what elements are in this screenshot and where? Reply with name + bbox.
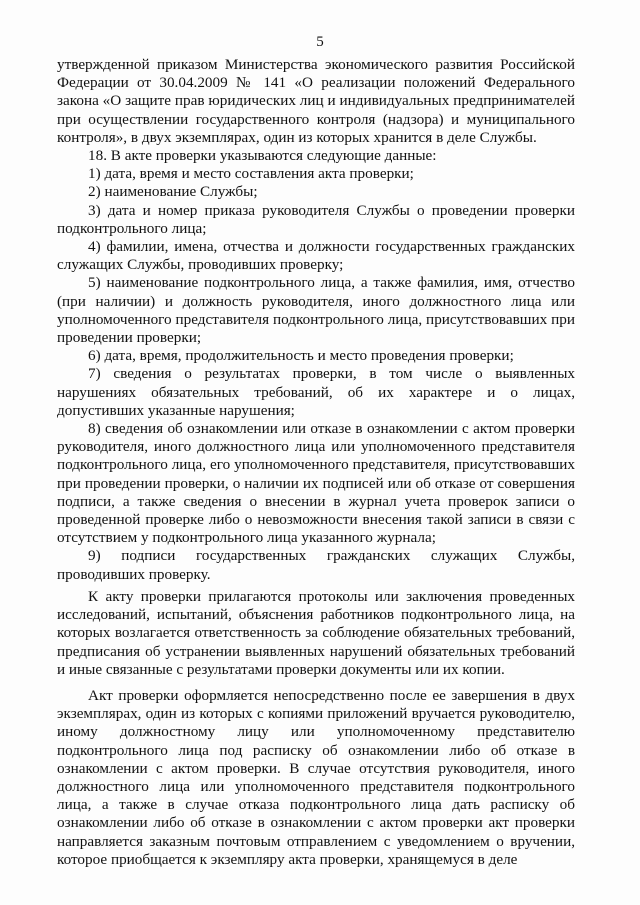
list-item-7: 7) сведения о результатах проверки, в том числе о выявленных нарушениях обязательных требований, об их характере и о лицах, допустивших указанные нарушения;	[57, 365, 575, 419]
list-item-2: 2) наименование Службы;	[88, 183, 258, 201]
list-item-8: 8) сведения об ознакомлении или отказе в ознакомлении с актом проверки руководителя, иного должностного лица или уполномоченного представителя подконтрольного лица, его уполномоченного представителя, присутствовавших при проведении проверки, о наличии их подписей или об отказе от совершения подписи, а также сведения о внесении в журнал учета проверок записи о проведенной проверке либо о невозможности внесения такой записи в связи с отсутствием у подконтрольного лица указанного журнала;	[57, 420, 575, 547]
list-item-3: 3) дата и номер приказа руководителя Службы о проведении проверки подконтрольного лица;	[57, 201, 575, 237]
list-item-5: 5) наименование подконтрольного лица, а также фамилия, имя, отчество (при наличии) и должность руководителя, иного должностного лица или уполномоченного представителя подконтрольного лица, присутствовавших при проведении проверки;	[57, 274, 575, 347]
paragraph-item-18: 18. В акте проверки указываются следующие данные:	[88, 147, 437, 165]
paragraph-attachments: К акту проверки прилагаются протоколы или заключения проведенных исследований, испытаний, объяснения работников подконтрольного лица, на которых возлагается ответственность за соблюдение обязательных требований, предписания об устранении выявленных нарушений обязательных требований и иные связанные с результатами проверки документы или их копии.	[57, 587, 575, 678]
paragraph-intro: утвержденной приказом Министерства экономического развития Российской Федерации от 30.04.2009 № 141 «О реализации положений Федерального закона «О защите прав юридических лиц и индивидуальных предпринимателей при осуществлении государственного контроля (надзора) и муниципального контроля», в двух экземплярах, один из которых хранится в деле Службы.	[57, 56, 575, 146]
paragraph-formalization: Акт проверки оформляется непосредственно после ее завершения в двух экземплярах, один из которых с копиями приложений вручается руководителю, иному должностному лицу или уполномоченному представителю подконтрольного лица под расписку об ознакомлении либо об отказе в ознакомлении с актом проверки. В случае отсутствия руководителя, иного должностного лица или уполномоченного представителя подконтрольного лица, а также в случае отказа подконтрольного лица дать расписку об ознакомлении либо об отказе в ознакомлении с актом проверки акт проверки направляется заказным почтовым отправлением с уведомлением о вручении, которое приобщается к экземпляру акта проверки, хранящемуся в деле	[57, 686, 575, 868]
list-item-1: 1) дата, время и место составления акта проверки;	[88, 165, 414, 183]
list-item-6: 6) дата, время, продолжительность и место проведения проверки;	[88, 347, 514, 365]
page-number: 5	[316, 34, 324, 50]
list-item-9: 9) подписи государственных гражданских служащих Службы, проводивших проверку.	[57, 547, 575, 583]
document-body	[57, 56, 575, 869]
list-item-4: 4) фамилии, имена, отчества и должности государственных гражданских служащих Службы, проводивших проверку;	[57, 238, 575, 274]
